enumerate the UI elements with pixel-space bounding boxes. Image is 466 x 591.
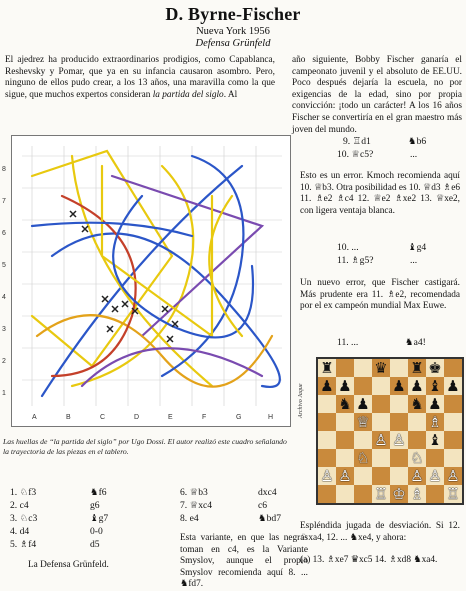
square-f3 [408, 449, 426, 467]
square-c8 [354, 359, 372, 377]
moves-list-1: 1. ♘f3 ♞f6 2. c4 g6 3. ♘c3 ♝g7 4. d4 0-0 5. ♗f4 d5 [10, 487, 109, 550]
chess-piece: ♟ [356, 395, 370, 413]
square-b2 [336, 467, 354, 485]
move-10: 10. ♕c5? [337, 149, 374, 160]
square-d3 [372, 449, 390, 467]
intro-left-paragraph: El ajedrez ha producido extraordinarios prodigios, como Capablanca, Reshevsky y Pomar, que ya en su infancia causaron asombro. Pero, ninguno de ellos pudo crear, a los 13 años, una maravilla como la que sigue, que muchos expertos consideran la partida del siglo. Al [5, 55, 275, 100]
chess-diagram [316, 357, 464, 505]
square-a3 [318, 449, 336, 467]
gruenfeld-note: La Defensa Grünfeld. [28, 560, 109, 570]
square-g3 [426, 449, 444, 467]
square-h4 [444, 431, 462, 449]
chess-piece: ♙ [374, 431, 388, 449]
square-e5 [390, 413, 408, 431]
square-c1 [354, 485, 372, 503]
comment-desviacion: Espléndida jugada de desviación. Si 12. ♘xa4, 12. ... ♞xe4, y ahora: [300, 521, 460, 543]
chess-piece: ♗ [410, 485, 424, 503]
chess-piece: ♕ [356, 413, 370, 431]
chess-piece: ♜ [410, 359, 424, 377]
move-10-black: ... [410, 149, 418, 160]
square-c2 [354, 467, 372, 485]
square-d4 [372, 431, 390, 449]
rank-labels: 8 7 6 5 4 3 2 1 [2, 166, 6, 397]
chess-piece: ♙ [338, 467, 352, 485]
square-h5 [444, 413, 462, 431]
opening-name: Defensa Grünfeld [195, 38, 271, 49]
chess-piece: ♟ [428, 395, 442, 413]
move-9-black: ♞b6 [408, 136, 427, 147]
smyslov-paragraph: Esta variante, en que las negras toman en c4, es la Variante Smyslov, aunque el propio Smyslov recomienda aquí 8. ... ♞fd7. [180, 533, 308, 590]
square-e7 [390, 377, 408, 395]
moves-list-2: 6. ♕b3 dxc4 7. ♕xc4 c6 8. e4 ♞bd7 [180, 487, 281, 524]
move-10b: 10. ... [337, 242, 359, 253]
chess-piece: ♟ [392, 377, 406, 395]
chess-piece: ♖ [446, 485, 460, 503]
square-g4 [426, 431, 444, 449]
chess-piece: ♘ [410, 449, 424, 467]
square-b1 [336, 485, 354, 503]
square-c5 [354, 413, 372, 431]
square-b4 [336, 431, 354, 449]
move-11b-black: ♞a4! [405, 337, 426, 348]
chess-piece: ♙ [446, 467, 460, 485]
square-f5 [408, 413, 426, 431]
square-b3 [336, 449, 354, 467]
variation-a: (a) 13. ♗xe7 ♛xc5 14. ♗xd8 ♞xa4. [300, 555, 438, 565]
square-a6 [318, 395, 336, 413]
square-a4 [318, 431, 336, 449]
square-c6 [354, 395, 372, 413]
event-place-year: Nueva York 1956 [196, 26, 270, 37]
chess-piece: ♗ [428, 413, 442, 431]
square-d7 [372, 377, 390, 395]
chess-piece: ♙ [428, 467, 442, 485]
chess-piece: ♞ [338, 395, 352, 413]
square-d2 [372, 467, 390, 485]
square-a7 [318, 377, 336, 395]
square-h7 [444, 377, 462, 395]
square-b6 [336, 395, 354, 413]
square-a8 [318, 359, 336, 377]
figure-caption: Las huellas de “la partida del siglo” por Ugo Dossi. El autor realizó este cuadro señalando la trayectoria de las piezas en el tablero. [3, 437, 287, 456]
square-f6 [408, 395, 426, 413]
square-g1 [426, 485, 444, 503]
piece-trajectory-artwork [12, 136, 290, 426]
comment-error-11: Un nuevo error, que Fischer castigará. Más prudente era 11. ♗e2, recomendada por el ex campeón mundial Max Euwe. [300, 278, 460, 312]
square-d5 [372, 413, 390, 431]
chess-piece: ♖ [374, 485, 388, 503]
square-f1 [408, 485, 426, 503]
chess-piece: ♛ [374, 359, 388, 377]
move-10b-black: ♝g4 [408, 242, 427, 253]
square-e1 [390, 485, 408, 503]
intro-right-paragraph: año siguiente, Bobby Fischer ganaría el campeonato juvenil y el absoluto de EE.UU. Poco después dejaría la escuela, no por exigencias de la edad, sino por propia convicción: ¡todo un carácter! A los 16 años Fischer se convertiría en el gran maestro más joven del mundo. [292, 55, 462, 135]
square-g5 [426, 413, 444, 431]
square-e2 [390, 467, 408, 485]
chess-piece: ♟ [410, 377, 424, 395]
square-e3 [390, 449, 408, 467]
square-g8 [426, 359, 444, 377]
square-g2 [426, 467, 444, 485]
chess-piece: ♜ [320, 359, 334, 377]
square-b7 [336, 377, 354, 395]
square-h1 [444, 485, 462, 503]
square-c3 [354, 449, 372, 467]
chess-piece: ♝ [428, 431, 442, 449]
chess-piece: ♞ [410, 395, 424, 413]
photo-credit: Archivo Jaque [298, 383, 304, 418]
chess-piece: ♝ [428, 377, 442, 395]
square-b8 [336, 359, 354, 377]
square-c7 [354, 377, 372, 395]
chess-piece: ♟ [320, 377, 334, 395]
square-h8 [444, 359, 462, 377]
chess-piece: ♟ [338, 377, 352, 395]
chess-piece: ♚ [428, 359, 442, 377]
square-d8 [372, 359, 390, 377]
square-g6 [426, 395, 444, 413]
square-e6 [390, 395, 408, 413]
chess-piece: ♙ [392, 431, 406, 449]
square-h2 [444, 467, 462, 485]
square-f8 [408, 359, 426, 377]
chess-piece: ♔ [392, 485, 406, 503]
move-11: 11. ♗g5? [337, 255, 374, 266]
square-a5 [318, 413, 336, 431]
chess-piece: ♙ [410, 467, 424, 485]
artwork-figure: 8 7 6 5 4 3 2 1 A B C D E F G H [11, 135, 291, 427]
move-11-black: ... [410, 255, 418, 266]
chess-piece: ♙ [320, 467, 334, 485]
square-f2 [408, 467, 426, 485]
square-e4 [390, 431, 408, 449]
square-b5 [336, 413, 354, 431]
square-a2 [318, 467, 336, 485]
square-h6 [444, 395, 462, 413]
comment-error-10: Esto es un error. Kmoch recomienda aquí 10. ♕b3. Otra posibilidad es 10. ♕d3 ♗e6 11. ♗e2 ♗c4 12. ♕e2 ♗xe2 13. ♕xe2, con ligera ventaja blanca. [300, 171, 460, 216]
square-g7 [426, 377, 444, 395]
square-d1 [372, 485, 390, 503]
square-a1 [318, 485, 336, 503]
move-9: 9. ♖d1 [343, 136, 371, 147]
square-f7 [408, 377, 426, 395]
square-h3 [444, 449, 462, 467]
page-title: D. Byrne-Fischer [165, 4, 301, 24]
chess-piece: ♘ [356, 449, 370, 467]
square-f4 [408, 431, 426, 449]
square-e8 [390, 359, 408, 377]
move-11b: 11. ... [337, 337, 359, 348]
chess-piece: ♟ [446, 377, 460, 395]
square-c4 [354, 431, 372, 449]
square-d6 [372, 395, 390, 413]
